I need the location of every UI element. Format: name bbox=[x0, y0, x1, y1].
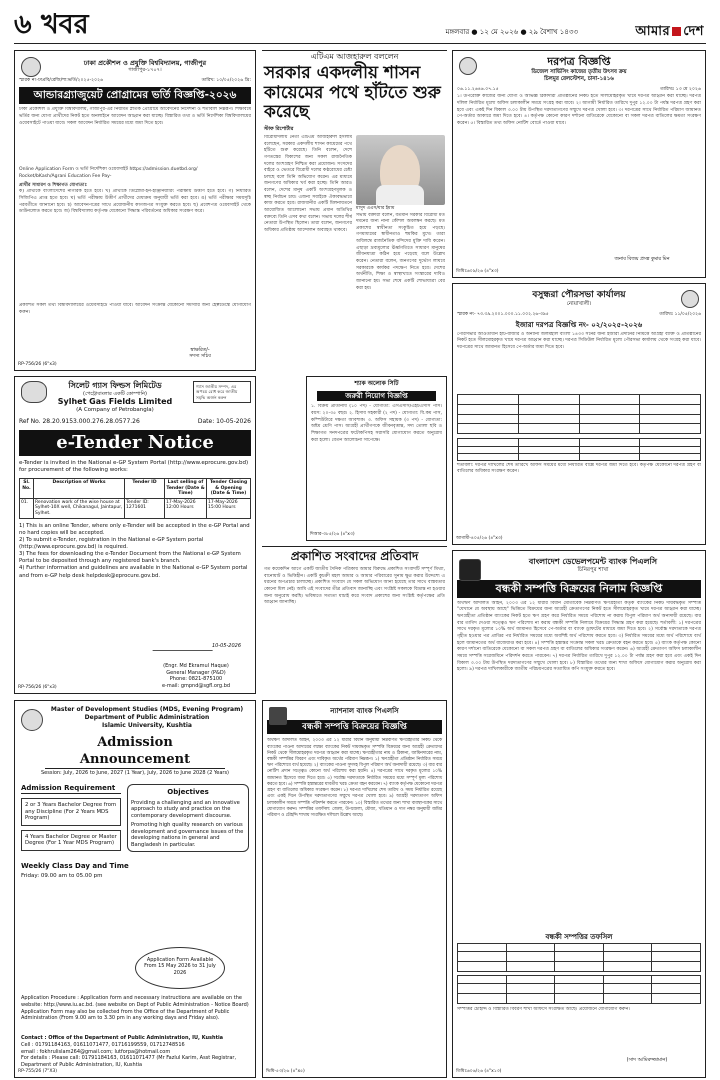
duet-payment-link: Rocket/bKash/Agrani Education Fee Pay- bbox=[19, 173, 112, 179]
pourashava-notice-ad bbox=[452, 283, 706, 545]
iu-application-form: Application Form Available From 15 May 2026 to 31 July 2026 bbox=[135, 947, 225, 989]
brand-square-icon bbox=[672, 27, 681, 36]
nbl-bank: ন্যাশনাল ব্যাংক পিএলসি bbox=[330, 707, 399, 715]
iu-department: Department of Public Administration bbox=[84, 713, 210, 721]
bdbl-signer: (সাদ আমিরুজ্জামান) bbox=[626, 1056, 668, 1063]
sgfl-intro: e-Tender is invited in the National e-GP System Portal (http://www.eprocure.gov.bd) for procurement of the following works: bbox=[19, 460, 249, 473]
sgfl-signer-title: General Manager (P&D) bbox=[166, 669, 226, 676]
sgfl-note-4: 4) Further information and guidelines are available in the National e-GP System portal and from e-GP help desk helpdesk@eprocure.gov.bd. bbox=[19, 565, 248, 579]
pourashava-terms: শর্তাবলী: দরপত্র দাখিলের শেষ তারিখে অফিস সময়ের মধ্যে নির্ধারিত বাক্সে দরপত্র জমা দিতে হবে। কর্তৃপক্ষ যেকোনো দরপত্র গ্রহণ বা বাতিলের অধিকার সংরক্ষণ করেন। bbox=[457, 462, 701, 475]
sgfl-note-2: 2) To submit e-Tender, registration in the National e-GP System portal (http://www.eprocure.gov.bd) is required. bbox=[19, 536, 204, 551]
bdbl-footer-text: সম্পত্তির চৌহদ্দি ও বিস্তারিত বিবরণ শাখা অফিসে সংরক্ষিত আছে। প্রয়োজনে যোগাযোগ করুন। bbox=[457, 1007, 630, 1013]
tender-office: চিলমুর রেলস্টেশন, চানা-১৪১৬ bbox=[544, 75, 614, 82]
sgfl-sign-date: 10-05-2026 bbox=[211, 642, 241, 649]
brand-left: আমার bbox=[635, 24, 671, 39]
sgfl-signer: (Engr. Md Ekramul Haque) bbox=[163, 663, 229, 669]
pourashava-notice-no: ইজারা দরপত্র বিজ্ঞপ্তি নং- ০২/২০২৫-২০২৬ bbox=[515, 320, 643, 329]
iu-contact: Contact : Office of the Department of Public Administration, IU, Kushtia bbox=[21, 1035, 224, 1041]
job-subtitle: শ্যাক অলোক সিটি bbox=[354, 380, 399, 387]
iu-email: email : fokhrulislam264@gmail.com; lutforpa@hotmail.com bbox=[21, 1048, 171, 1055]
sgfl-phone: Phone: 0821-875100 bbox=[169, 676, 223, 682]
bdbl-body-text: অর্থঋণ আদালত আইন, ২০০৩ এর ১২ ধারার বিধান মোতাবেক নিম্নবর্ণিত ঋণগ্রহীতা কর্তৃক ব্যাংকের নিকট দায়বদ্ধকৃত সম্পত্তি "যেখানে যে অবস্থায় আছে" ভিত্তিতে বিক্রয়ের জন্য আগ্রহী ক্রেতাগণের নিকট হতে সীলমোহরকৃত খামে দরপত্র আহ্বান করা যাচ্ছে। ঋণগ্রহীতা প্রতিষ্ঠান ব্যাংকের নিকট হতে ঋণ গ্রহণ করে নির্ধারিত সময়ে পরিশোধ না করায় বিপুল পরিমাণ অর্থ অনাদায়ী রয়েছে। বার বার তাগিদ দেওয়া সত্ত্বেও ঋণ পরিশোধ না করায় বন্ধকী সম্পত্তি নিলামে বিক্রয়ের সিদ্ধান্ত গ্রহণ করা হয়েছে। শর্তাবলী: ১) দরপত্রের সাথে দরকৃত মূল্যের ১০% অর্থ জামানত হিসেবে পে-অর্ডার বা ব্যাংক ড্রাফটের মাধ্যমে জমা দিতে হবে। ২) সর্বোচ্চ দরদাতাকে দরপত্র গৃহীত হওয়ার পত্র প্রাপ্তির পর নির্ধারিত সময়ের মধ্যে অবশিষ্ট অর্থ পরিশোধ করতে হবে। ৩) নির্ধারিত সময়ের মধ্যে অর্থ পরিশোধে ব্যর্থ হলে জামানতের অর্থ বাজেয়াপ্ত করা হবে। ৪) সম্পত্তি হস্তান্তর সংক্রান্ত সকল খরচ ক্রেতাকে বহন করতে হবে। ৫) ব্যাংক কর্তৃপক্ষ কোনো কারণ দর্শানো ব্যতিরেকে যেকোনো বা সকল দরপত্র গ্রহণ বা বাতিলের অধিকার সংরক্ষণ করেন। ৬) আগ্রহী ক্রেতাগণ অফিস চলাকালীন সময়ে সম্পত্তি সরেজমিনে পরিদর্শন করতে পারবেন। ৭) দরপত্র নির্ধারিত তারিখে দুপুর ১২.০০ টা পর্যন্ত গ্রহণ করা হবে এবং একই দিন বিকাল ৩.০০ টায় উপস্থিত দরদাতাগণের সম্মুখে খোলা হবে। ৮) বিস্তারিত তথ্যের জন্য শাখা অফিসে যোগাযোগ করার অনুরোধ করা হলো। ৯) দরপত্র দাখিলকারীকে জাতীয় পরিচয়পত্রের সত্যায়িত কপি সংযুক্ত করতে হবে। bbox=[457, 600, 701, 673]
iu-program: Master of Development Studies (MDS, Evening Program) bbox=[50, 706, 244, 713]
news-article bbox=[262, 50, 447, 368]
job-ref: দিআর-৩৮৫/২৬ (৪"x৩) bbox=[310, 532, 355, 538]
duet-institution: ঢাকা প্রকৌশল ও প্রযুক্তি বিশ্ববিদ্যালয়, গাজীপুর bbox=[83, 59, 207, 67]
page-header bbox=[14, 8, 706, 44]
bdbl-schedule-table-2 bbox=[457, 975, 701, 1004]
tender-memo: ০৬.১১.২৬৪৬.০৭.১৫ bbox=[457, 86, 499, 92]
duet-sign-name: সদস্য সচিব bbox=[189, 354, 211, 360]
sgfl-date: Date: 10-05-2026 bbox=[197, 418, 251, 426]
iu-ref: RP-755/26 (7"X3) bbox=[18, 1069, 58, 1075]
bdbl-logo-icon bbox=[459, 559, 481, 581]
sgfl-col-closing: Tender Closing & Opening (Date & Time) bbox=[207, 478, 251, 498]
iu-weekly: Friday: 09.00 am to 05.00 pm bbox=[21, 873, 103, 880]
tender-ref: তিমিঃ৬০৯/২৬ (৪"x৩) bbox=[456, 269, 499, 275]
article-kicker: এটিএম আজহারুল বললেন bbox=[310, 52, 399, 61]
bdbl-schedule-table bbox=[457, 943, 701, 972]
iu-details: For details : Please call: 01791184163, 01611071477 (Mr Fazlul Karim, Asst Registrar, Department of Public Administration, IU, Kushtia bbox=[21, 1055, 237, 1068]
brand-right: দেশ bbox=[683, 24, 704, 39]
protest-body-text: গত কয়েকদিন আগে একটি জাতীয় দৈনিক পত্রিকায় আমার বিরুদ্ধে প্রকাশিত সংবাদটি সম্পূর্ণ মিথ্যা, বানোয়াট ও ভিত্তিহীন। একটি কুচক্রী মহল আমার ও আমার পরিবারের সুনাম ক্ষুণ্ণ করার উদ্দেশ্যে এ ধরনের অপপ্রচার চালাচ্ছে। প্রকাশিত সংবাদে যে সকল অভিযোগ আনা হয়েছে তার সাথে বাস্তবতার কোনো মিল নেই। আমি এই সংবাদের তীব্র প্রতিবাদ জানাচ্ছি এবং সংশ্লিষ্ট সকলকে বিভ্রান্ত না হওয়ার জন্য অনুরোধ করছি। ভবিষ্যতে সত্যতা যাচাই করে সংবাদ প্রকাশের জন্য সংশ্লিষ্ট কর্তৃপক্ষের প্রতি আহ্বান জানাচ্ছি। bbox=[264, 567, 445, 606]
sgfl-ref: RP-756/26 (6"x3) bbox=[18, 685, 57, 691]
bdbl-auction-ad bbox=[452, 550, 706, 1078]
sgfl-cell-sl: 01. bbox=[20, 498, 34, 518]
duet-memo: স্মারক নং-ঢাপ্রবি/রেজি/শা:ভর্তি/২০২৫-২০২৬ bbox=[19, 78, 104, 84]
duet-subline: গাজীপুর-১৭০৭। bbox=[128, 67, 162, 74]
nbl-logo-icon bbox=[269, 707, 287, 725]
page-number: ৬ খবর bbox=[14, 9, 89, 40]
iu-obj-2: Promoting high quality research on various development and governance issues of the developing nations in general and Bangladesh in particular. bbox=[131, 822, 244, 848]
duet-banner: আন্ডারগ্র্যাজুয়েট প্রোগ্রামের ভর্তি বিজ্ঞপ্তি-২০২৬ bbox=[19, 87, 251, 104]
duet-online-form: Online Application Form ও ভর্তি নির্দেশিকা ওয়েবসাইট https://admission.duetbd.org/ bbox=[19, 167, 198, 173]
nbl-ref: ভিমি-৫৩/২৬ (৪"x৫) bbox=[266, 1069, 305, 1075]
iu-weekly-title: Weekly Class Day and Time bbox=[21, 862, 129, 871]
sgfl-email: e-mail: gmpnd@sgfl.org.bd bbox=[161, 682, 231, 689]
sgfl-col-sl: Sl. No. bbox=[20, 478, 34, 498]
iu-procedure: Application Procedure : Application form and necessary instructions are available on the website: http://www.iu.ac.bd. (see website on Dept of Public Administration - Notice Board) Application Form may also be collected from the Office of the Department of Public Administration (From 9.00 am to 3.30 pm in any working days and Friday also). bbox=[21, 995, 249, 1022]
sgfl-cell-closing: 17-May-2026 15:00 Hours bbox=[207, 498, 251, 518]
sgfl-company: সিলেট গ্যাস ফিল্ডস লিমিটেড bbox=[68, 381, 162, 390]
sgfl-table bbox=[19, 478, 251, 519]
pourashava-date: তারিখঃ ১১/০৫/২০২৬ bbox=[659, 312, 701, 318]
sgfl-corner-note: গ্যাস জাতীয় সম্পদ, এর অপচয় রোধ করে জাতীয় সমৃদ্ধি অর্জন করুন bbox=[193, 381, 251, 403]
tender-body-text: ১। উপরোক্ত কাজের জন্য যোগ্য ও অভিজ্ঞ ঠিকাদারী প্রতিষ্ঠানের নিকট হতে সীলমোহরকৃত খামে দরপত্র আহ্বান করা যাচ্ছে। দরপত্র দলিল নির্ধারিত মূল্যে অফিস চলাকালীন সময়ে সংগ্রহ করা যাবে। ২। আগামী নির্ধারিত তারিখে দুপুর ১২.০০ টা পর্যন্ত দরপত্র গ্রহণ করা হবে এবং একই দিন বিকাল ৩.০০ টায় উপস্থিত দরদাতাগণের সম্মুখে দরপত্র খোলা হবে। ৩। দরপত্রের সাথে নির্ধারিত পরিমাণ জামানত পে-অর্ডার আকারে জমা দিতে হবে। ৪। কর্তৃপক্ষ কোনো কারণ দর্শানো ব্যতিরেকে যেকোনো বা সকল দরপত্র বাতিলের ক্ষমতা সংরক্ষণ করেন। ৫। বিস্তারিত তথ্য অফিস নোটিশ বোর্ডে পাওয়া যাবে। bbox=[457, 94, 701, 126]
duet-ref: RP-756/26 (6"x3) bbox=[18, 362, 57, 368]
sgfl-col-desc: Description of Works bbox=[34, 478, 125, 498]
pourashava-body-text: পৌরসভার আওতাধীন হাট-বাজার ও অন্যান্য জলমহাল বাংলা ১৪৩৩ সনের জন্য ইজারা প্রদানের নিমিত্তে আগ্রহী ব্যক্তি ও প্রতিষ্ঠানের নিকট হতে সীলমোহরকৃত খামে দরপত্র আহ্বান করা যাচ্ছে। দরপত্র সিডিউল নির্ধারিত মূল্যে পৌরসভা কার্যালয় থেকে সংগ্রহ করা যাবে। দরপত্রের সাথে জামানত হিসেবে পে-অর্ডার জমা দিতে হবে। bbox=[457, 331, 701, 350]
job-body-text: ১. বিক্রয় প্রতিনিধি (১০ পদ) - যোগ্যতা: এসএসসি/এইচএসসি পাস। বয়স: ২০-৩৫ বছর। ২. হিসাব সহকারী (২ পদ) - যোগ্যতা: বি.কম পাস, কম্পিউটারে দক্ষতা আবশ্যক। ৩. অফিস সহায়ক (৩ পদ) - যোগ্যতা: অষ্টম শ্রেণি পাস। আগ্রহী প্রার্থীগণকে জীবনবৃত্তান্ত, সদ্য তোলা ছবি ও শিক্ষাগত সনদপত্রের ফটোকপিসহ সরাসরি যোগাযোগ করতে অনুরোধ করা হলো। বেতন আলোচনা সাপেক্ষে। bbox=[311, 404, 442, 443]
article-headline: সরকার একদলীয় শাসন কায়েমের পথে হাঁটতে শুরু করেছে bbox=[264, 63, 441, 123]
tender-signer: জনাব বিজয় প্রসন্ন কুমার মিন bbox=[614, 257, 670, 263]
pourashava-ref: আগামী-৪০৫/২৬ (৪"x৩) bbox=[456, 536, 503, 542]
sgfl-cell-desc: Renovation work of the wise house at Sylhet-10X well, Chikanagul, Jaintapur, Sylhet. bbox=[34, 498, 125, 518]
national-bank-ad bbox=[262, 700, 447, 1078]
sgfl-ref-no: Ref No. 28.20.9153.000.276.28.0577.26 bbox=[19, 418, 140, 426]
article-column-2: সভায় বক্তারা বলেন, বর্তমান সরকার বিরোধী মত দমনের জন্য নানা কৌশল অবলম্বন করছে। মত প্রকাশের স্বাধীনতা সংকুচিত হয়ে পড়ছে। গণমাধ্যমের স্বাধীনতাও হুমকির মুখে। তারা অবিলম্বে রাজনৈতিক বন্দিদের মুক্তি দাবি করেন। এছাড়া দ্রব্যমূল্যের ঊর্ধ্বগতিতে সাধারণ মানুষের জীবনযাত্রা কঠিন হয়ে পড়েছে বলে উল্লেখ করেন। নেতারা বলেন, জনগণের দুর্ভোগ লাঘবে সরকারকে কার্যকর পদক্ষেপ নিতে হবে। দেশের অর্থনীতি, শিক্ষা ও স্বাস্থ্যখাতে সংস্কারের দাবিও জানানো হয়। সভা শেষে একটি শোভাযাত্রা বের করা হয়। bbox=[356, 212, 445, 291]
iu-obj-title: Objectives bbox=[167, 788, 209, 797]
table-row bbox=[20, 498, 251, 518]
iu-admission-ad bbox=[14, 700, 256, 1078]
bdbl-bank: বাংলাদেশ ডেভেলপমেন্ট ব্যাংক পিএলসি bbox=[528, 557, 658, 566]
job-circular-ad bbox=[306, 376, 447, 541]
pourashava-table bbox=[457, 394, 701, 434]
sgfl-etender-title: e-Tender Notice bbox=[19, 430, 251, 457]
sgfl-signature-image bbox=[152, 637, 217, 651]
pourashava-memo: স্মারক নং- ৭৩.৩৯.২০০১.০০০.১১.০০২.২৬-৩৯৫ bbox=[457, 312, 549, 318]
sgfl-col-id: Tender ID bbox=[125, 478, 165, 498]
pourashava-title: বসুন্ধরা পৌরসভা কার্যালয় bbox=[532, 290, 626, 300]
iu-req-title: Admission Requirement bbox=[21, 784, 121, 794]
duet-footer-text: প্রকাশিত সকল তথ্য বিশ্ববিদ্যালয়ের ওয়েবসাইটে পাওয়া যাবে। আবেদন সংক্রান্ত যেকোনো সমস্যার জন্য হেল্পডেস্কে যোগাযোগ করুন। bbox=[19, 303, 251, 315]
bdbl-schedule-title: বন্ধকী সম্পত্তির তফসিল bbox=[545, 932, 613, 941]
iu-logo-icon bbox=[21, 709, 43, 731]
protest-notice bbox=[262, 546, 447, 696]
pourashava-schedule-table bbox=[457, 438, 701, 461]
issue-date: মঙ্গলবার ● ১২ মে ২০২৬ ● ২৯ বৈশাখ ১৪৩৩ bbox=[445, 28, 578, 36]
protest-title: প্রকাশিত সংবাদের প্রতিবাদ bbox=[290, 549, 419, 563]
iu-university: Islamic University, Kushtia bbox=[102, 721, 192, 729]
bdbl-ref: তিমিঃ৬০৬/২৬ (৪"x১৩) bbox=[456, 1069, 502, 1075]
sgfl-company-sub: (পেট্রোবাংলার একটি কোম্পানি) bbox=[83, 391, 147, 397]
duet-date: তারিখ: ১০/০৫/২০২৬ খ্রি: bbox=[201, 78, 251, 84]
sgfl-cell-last-selling: 17-May-2026 12:00 Hours bbox=[165, 498, 207, 518]
government-seal-icon bbox=[459, 57, 477, 75]
sylhet-gas-tender-ad bbox=[14, 376, 256, 694]
duet-conditions: ক) প্রার্থীকে বাংলাদেশের নাগরিক হতে হবে। খ) প্রার্থীকে ডিপ্লোমা-ইন-ইঞ্জিনিয়ারিং পরীক্ষায় উত্তীর্ণ হতে হবে। গ) নির্ধারিত সিজিপিএ প্রাপ্ত হতে হবে। ঘ) ভর্তি পরীক্ষায় উত্তীর্ণ প্রার্থীদের মেধাক্রম অনুযায়ী ভর্তি করা হবে। ঙ) ভর্তি পরীক্ষার সময়সূচি পরবর্তীতে জানানো হবে। চ) আবেদনপত্রের সাথে প্রয়োজনীয় কাগজপত্র সংযুক্ত করতে হবে। ছ) প্রবেশপত্র ওয়েবসাইট থেকে ডাউনলোড করতে হবে। জ) বিশ্ববিদ্যালয় কর্তৃপক্ষ যেকোনো সিদ্ধান্ত পরিবর্তনের অধিকার সংরক্ষণ করে। bbox=[19, 189, 251, 215]
sgfl-cell-id: Tender ID: 1271601 bbox=[125, 498, 165, 518]
article-byline: স্টাফ রিপোর্টার bbox=[264, 125, 294, 132]
iu-session: Session: July, 2026 to June, 2027 (1 Year), July, 2026 to June 2028 (2 Years) bbox=[40, 769, 229, 776]
duet-sign-label: স্বাক্ষরিত/- bbox=[190, 348, 210, 354]
article-column-1: বিরোধীদলীয় নেতা এটিএম আজহারুল ইসলাম বলেছেন, সরকার একদলীয় শাসন কায়েমের পথে হাঁটতে শুরু করেছে। তিনি বলেন, দেশে গণতন্ত্রের বিকাশের জন্য সকল রাজনৈতিক দলের অংশগ্রহণ নিশ্চিত করা প্রয়োজন। সংসদের বাইরে ও ভেতরে বিরোধী দলের কণ্ঠরোধের চেষ্টা চলছে বলে তিনি অভিযোগ করেন। এর মাধ্যমে জনগণের অধিকার খর্ব করা হচ্ছে। তিনি আরও বলেন, দেশের মানুষ একটি অংশগ্রহণমূলক ও স্বচ্ছ নির্বাচন চায়। এজন্য সবাইকে ঐক্যবদ্ধভাবে কাজ করতে হবে। রাজধানীর একটি মিলনায়তনে আয়োজিত আলোচনা সভায় প্রধান অতিথির বক্তব্যে তিনি এসব কথা বলেন। সভায় দলের শীর্ষ নেতারা উপস্থিত ছিলেন। তারা বলেন, জনগণের অধিকার প্রতিষ্ঠায় আন্দোলন অব্যাহত থাকবে। bbox=[264, 134, 352, 234]
nbl-body-text: অর্থঋণ আদালত আইন, ২০০৩ এর ১২ ধারার বিধান অনুযায়ী নিম্নবর্ণিত ঋণগ্রহীতার নিকট থেকে ব্যাংকের পাওনা আদায়ের লক্ষ্যে ব্যাংকের নিকট দায়বদ্ধকৃত সম্পত্তি বিক্রয়ের জন্য আগ্রহী ক্রেতাদের নিকট থেকে সীলমোহরকৃত দরপত্র আহ্বান করা যাচ্ছে। ঋণগ্রহীতার নাম ও ঠিকানা, জামিনদারের নাম, বন্ধকী সম্পত্তির বিবরণ এবং দাবিকৃত অর্থের পরিমাণ নিম্নরূপ। ১) ঋণগ্রহীতা প্রতিষ্ঠান নির্ধারিত সময়ে ঋণ পরিশোধে ব্যর্থ হয়েছে। ২) ব্যাংকের পাওনা সুদসহ বিপুল পরিমাণ অর্থ অনাদায়ী রয়েছে। ৩) বার বার নোটিশ প্রদান সত্ত্বেও কোনো অর্থ পরিশোধ করা হয়নি। ৪) দরপত্রের সাথে দরকৃত মূল্যের ১০% জামানত হিসেবে জমা দিতে হবে। ৫) সর্বোচ্চ দরদাতাকে নির্ধারিত সময়ের মধ্যে সম্পূর্ণ মূল্য পরিশোধ করতে হবে। ৬) সম্পত্তি হস্তান্তরের যাবতীয় খরচ ক্রেতা বহন করবেন। ৭) ব্যাংক কর্তৃপক্ষ যেকোনো দরপত্র গ্রহণ বা বাতিলের অধিকার সংরক্ষণ করেন। ৮) দরপত্র দাখিলের শেষ তারিখ ও সময় নির্ধারিত রয়েছে এবং একই দিনে উপস্থিত দরদাতাগণের সম্মুখে দরপত্র খোলা হবে। ৯) আগ্রহী দরদাতাগণ অফিস চলাকালীন সময়ে সম্পত্তি পরিদর্শন করতে পারবেন। ১০) বিস্তারিত তথ্যের জন্য শাখা ব্যবস্থাপকের সাথে যোগাযোগ করুন। সম্পত্তির তফসিল: জেলা, উপজেলা, মৌজা, খতিয়ান ও দাগ নম্বর অনুযায়ী জমির পরিমাণ ও চৌহদ্দি শাখায় সংরক্ষিত দলিলে উল্লেখ আছে। bbox=[267, 738, 442, 818]
tender-title: দরপত্র বিজ্ঞপ্তি bbox=[547, 55, 611, 68]
iu-cell: Cell : 01791184163, 01611071477, 01716199559, 01712748516 bbox=[21, 1041, 185, 1048]
iu-req-1: 2 or 3 Years Bachelor Degree from any Discipline (For 2 Years MDS Program) bbox=[21, 798, 121, 826]
article-photo bbox=[356, 135, 445, 205]
nbl-title: বন্ধকী সম্পত্তি বিক্রয়ের বিজ্ঞপ্তি bbox=[267, 720, 442, 735]
iu-title: Admission Announcement bbox=[45, 735, 225, 769]
bdbl-branch: চিনিরপুর শাখা bbox=[577, 567, 609, 573]
sgfl-logo-icon bbox=[21, 381, 47, 403]
sgfl-col-last-selling: Last selling of Tender (Date & Time) bbox=[165, 478, 207, 498]
duet-section-title: প্রার্থীর সাধারণ ও শিক্ষাগত যোগ্যতাঃ bbox=[19, 182, 87, 188]
iu-obj-1: Providing a challenging and an innovative approach to study and practice on the contemporary development discourse. bbox=[131, 799, 240, 819]
article-photo-caption: মাসুদ এএস/যার ইমাম bbox=[356, 205, 395, 211]
iu-req-2: 4 Years Bachelor Degree or Master Degree (For 1 Year MDS Program) bbox=[21, 830, 121, 851]
tender-subtitle: ডিজেল সার্ভিসিং কাজের তৃতীয় উৎসব ক্রয় bbox=[531, 68, 627, 75]
bdbl-title: বন্ধকী সম্পত্তি বিক্রয়ের নিলাম বিজ্ঞপ্তি bbox=[457, 580, 701, 598]
sgfl-note-3: 3) The fees for downloading the e-Tender Document from the National e-GP System Portal to be deposited through any registered bank's branch. bbox=[19, 551, 241, 565]
pourashava-logo-icon bbox=[681, 290, 699, 308]
sgfl-company-en: Sylhet Gas Fields Limited bbox=[57, 397, 173, 407]
duet-admission-ad bbox=[14, 50, 256, 371]
sgfl-note-1: 1) This is an online Tender, where only e-Tender will be accepted in the e-GP Portal and no hard copies will be accepted. bbox=[19, 522, 250, 536]
sgfl-company-en-sub: (A Company of Petrobangla) bbox=[76, 407, 154, 414]
job-title: জরুরী নিয়োগ বিজ্ঞপ্তি bbox=[317, 391, 436, 402]
tender-notice-ad bbox=[452, 50, 706, 278]
duet-logo-icon bbox=[21, 57, 41, 77]
duet-body-text: ঢাকা প্রকৌশল ও প্রযুক্তি বিশ্ববিদ্যালয়, গাজীপুর-এর নিয়মিত স্নাতক প্রোগ্রামে আবেদনের নির্দেশনা ও শর্তাবলি নিম্নরূপ। শিক্ষাবর্ষে ভর্তির জন্য যোগ্য প্রার্থীদের নিকট হতে অনলাইনে আবেদন আহ্বান করা যাচ্ছে। বিস্তারিত তথ্য ও ভর্তি নির্দেশিকা বিশ্ববিদ্যালয়ের ওয়েবসাইটে পাওয়া যাবে। সকল আবেদন নির্ধারিত সময়ের মধ্যে জমা দিতে হবে। bbox=[19, 107, 251, 126]
tender-date: তারিখঃ ১৩ মে ২০২৬ bbox=[660, 86, 701, 92]
masthead-logo bbox=[635, 24, 704, 40]
pourashava-sub: নোয়াখালী। bbox=[566, 301, 592, 308]
